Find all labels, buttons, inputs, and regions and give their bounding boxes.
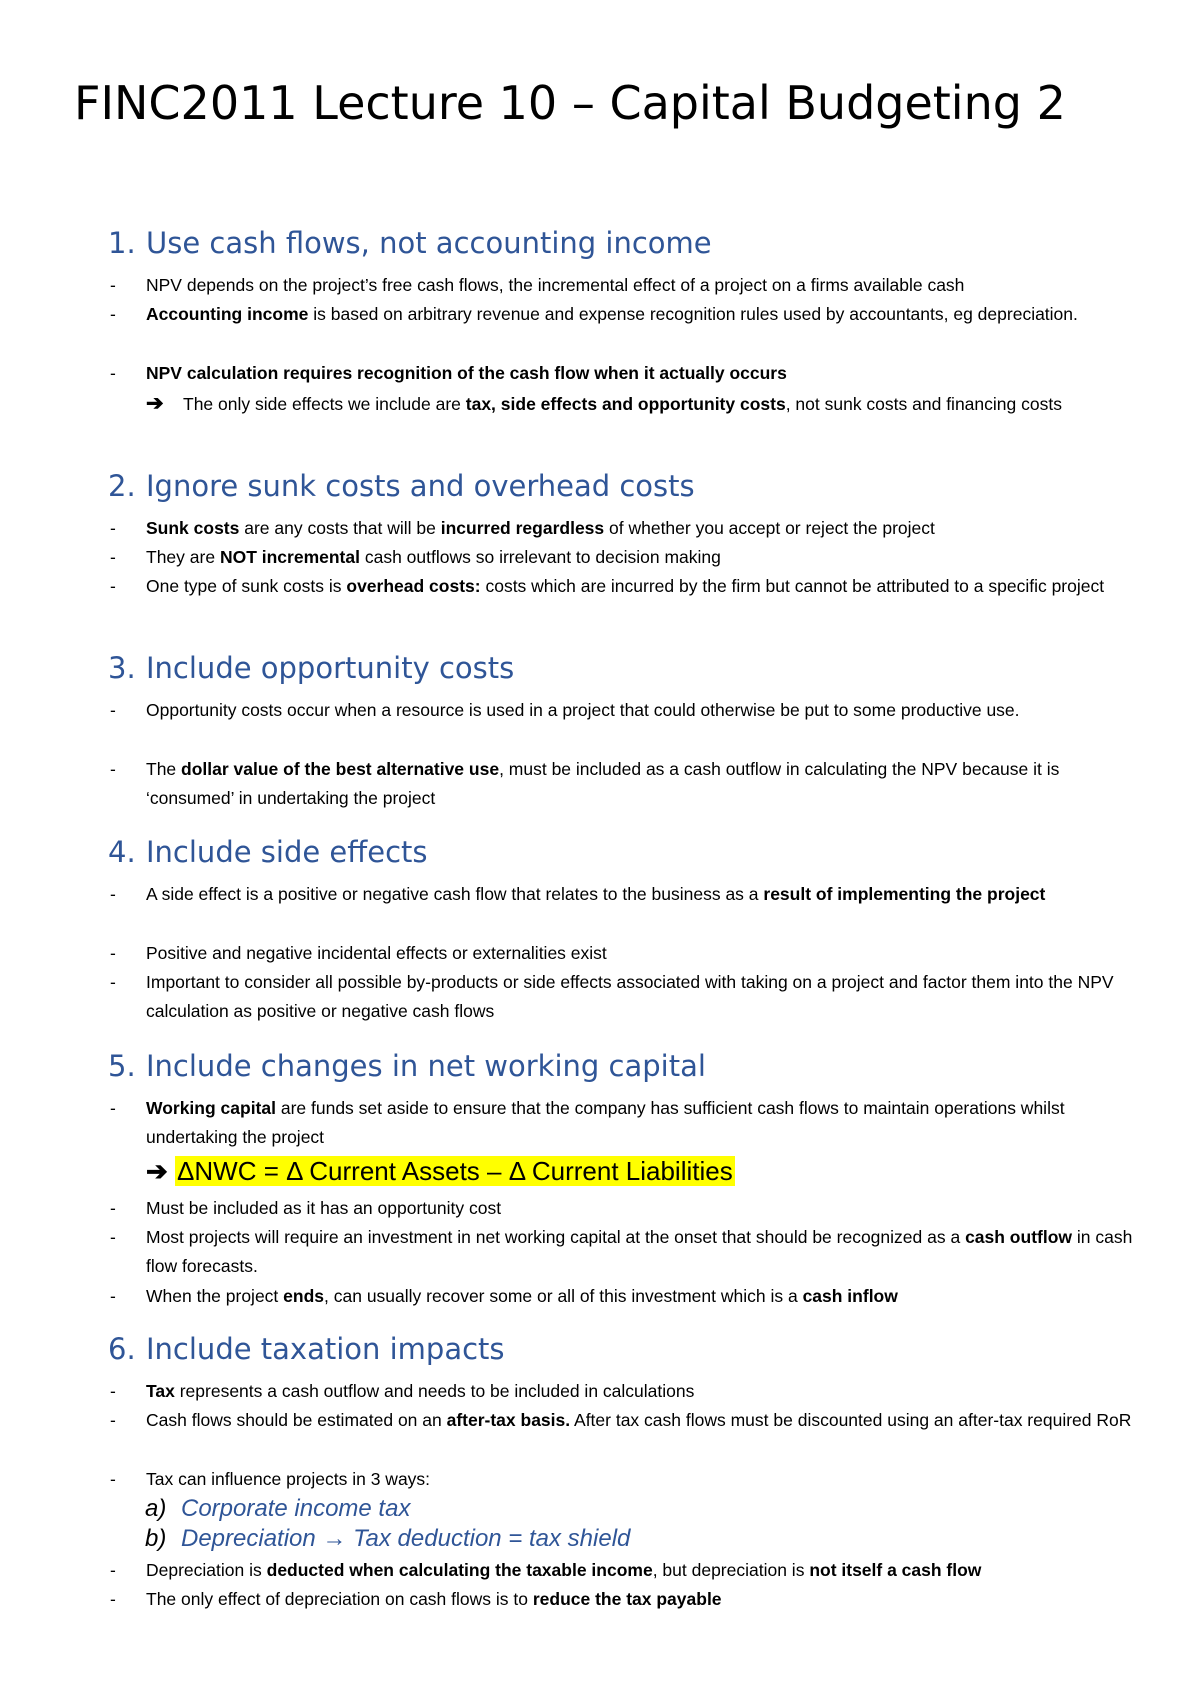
- list-item: [110, 1585, 1140, 1614]
- bullet-text: Positive and negative incidental effects or externalities exist: [146, 943, 607, 963]
- page-title: FINC2011 Lecture 10 – Capital Budgeting 2: [74, 76, 1066, 130]
- section-title: Include opportunity costs: [146, 651, 515, 685]
- bullet-text: Tax represents a cash outflow and needs to be included in calculations: [146, 1381, 695, 1401]
- bullet-dash: -: [110, 1098, 116, 1118]
- list-item: [110, 514, 1140, 543]
- bullet-dash: -: [110, 1469, 116, 1489]
- bullet-text: One type of sunk costs is overhead costs: costs which are incurred by the firm but cannot be attributed to a specific project: [146, 576, 1105, 596]
- bullet-text: A side effect is a positive or negative cash flow that relates to the business as a result of implementing the project: [146, 884, 1046, 904]
- section-number: 3.: [108, 651, 136, 685]
- section-number: 4.: [108, 835, 136, 869]
- bullet-dash: -: [110, 576, 116, 596]
- bullet-dash: -: [110, 518, 116, 538]
- bullet-dash: -: [110, 1198, 116, 1218]
- arrow-note-text: The only side effects we include are tax, side effects and opportunity costs, not sunk costs and financing costs: [183, 394, 1062, 414]
- bullet-text: The dollar value of the best alternative use, must be included as a cash outflow in calculating the NPV because it is ‘consumed’ in undertaking the project: [146, 759, 1060, 808]
- section-heading-2: [108, 468, 695, 504]
- section-title: Include taxation impacts: [146, 1332, 505, 1366]
- sub-list-item: [145, 1494, 410, 1524]
- bullet-text: They are NOT incremental cash outflows so irrelevant to decision making: [146, 547, 721, 567]
- bullet-text: Tax can influence projects in 3 ways:: [146, 1469, 431, 1489]
- section-heading-6: [108, 1331, 505, 1367]
- section-title: Ignore sunk costs and overhead costs: [146, 469, 695, 503]
- list-item: [110, 359, 1140, 388]
- bullet-dash: -: [110, 1381, 116, 1401]
- bullet-dash: -: [110, 700, 116, 720]
- section-number: 6.: [108, 1332, 136, 1366]
- bullet-text: Must be included as it has an opportunity cost: [146, 1198, 502, 1218]
- bullet-dash: -: [110, 363, 116, 383]
- sub-list-item: [145, 1524, 630, 1554]
- section-title: Include side effects: [146, 835, 428, 869]
- bullet-text: Working capital are funds set aside to ensure that the company has sufficient cash flows to maintain operations whilst undertaking the project: [146, 1098, 1065, 1147]
- highlighted-formula: ΔNWC = Δ Current Assets – Δ Current Liabilities: [177, 1156, 733, 1186]
- list-item: [110, 543, 1140, 572]
- section-number: 5.: [108, 1049, 136, 1083]
- list-item: [110, 1556, 1140, 1585]
- bullet-dash: -: [110, 1410, 116, 1430]
- bullet-dash: -: [110, 304, 116, 324]
- section-title: Include changes in net working capital: [146, 1049, 706, 1083]
- section-heading-3: [108, 650, 514, 686]
- bullet-dash: -: [110, 1560, 116, 1580]
- list-item: [110, 1223, 1140, 1281]
- section-number: 1.: [108, 226, 136, 260]
- bullet-text: Cash flows should be estimated on an after-tax basis. After tax cash flows must be discounted using an after-tax required RoR: [146, 1410, 1132, 1430]
- section-title: Use cash flows, not accounting income: [146, 226, 712, 260]
- bullet-text: Most projects will require an investment in net working capital at the onset that should be recognized as a cash outflow in cash flow forecasts.: [146, 1227, 1133, 1276]
- list-item: [110, 1282, 1140, 1311]
- section-number: 2.: [108, 469, 136, 503]
- bullet-text: Important to consider all possible by-products or side effects associated with taking on a project and factor them into the NPV calculation as positive or negative cash flows: [146, 972, 1114, 1021]
- section-heading-5: [108, 1048, 706, 1084]
- bullet-dash: -: [110, 1227, 116, 1247]
- bullet-dash: -: [110, 1589, 116, 1609]
- bullet-text: Depreciation is deducted when calculating the taxable income, but depreciation is not itself a cash flow: [146, 1560, 982, 1580]
- bullet-text: Sunk costs are any costs that will be incurred regardless of whether you accept or reject the project: [146, 518, 935, 538]
- list-item: [110, 1406, 1140, 1435]
- bullet-dash: -: [110, 547, 116, 567]
- list-item: [110, 300, 1140, 329]
- list-item: [110, 968, 1140, 1026]
- list-item: [110, 1465, 1140, 1494]
- arrow-right-icon: ➔: [146, 392, 164, 415]
- list-item: [110, 939, 1140, 968]
- list-item: [110, 696, 1140, 725]
- bullet-text: NPV depends on the project’s free cash flows, the incremental effect of a project on a firms available cash: [146, 275, 965, 295]
- nwc-formula: [146, 1153, 735, 1189]
- bullet-dash: -: [110, 759, 116, 779]
- bullet-text: NPV calculation requires recognition of the cash flow when it actually occurs: [146, 363, 787, 383]
- sub-item-letter: b): [145, 1525, 167, 1552]
- sub-item-text: Corporate income tax: [181, 1495, 411, 1522]
- bullet-dash: -: [110, 884, 116, 904]
- section-heading-4: [108, 834, 428, 870]
- sub-item-letter: a): [145, 1495, 167, 1522]
- bullet-dash: -: [110, 943, 116, 963]
- bullet-text: Opportunity costs occur when a resource is used in a project that could otherwise be put to some productive use.: [146, 700, 1020, 720]
- bullet-dash: -: [110, 275, 116, 295]
- list-item: [110, 1094, 1140, 1152]
- section-heading-1: [108, 225, 712, 261]
- bullet-dash: -: [110, 1286, 116, 1306]
- bullet-text: The only effect of depreciation on cash flows is to reduce the tax payable: [146, 1589, 722, 1609]
- bullet-text: When the project ends, can usually recover some or all of this investment which is a cash inflow: [146, 1286, 898, 1306]
- arrow-right-icon: ➔: [146, 1156, 168, 1186]
- list-item: [110, 572, 1140, 601]
- arrow-note: [146, 389, 1136, 419]
- bullet-dash: -: [110, 972, 116, 992]
- list-item: [110, 755, 1140, 813]
- sub-item-text: Depreciation → Tax deduction = tax shield: [181, 1525, 631, 1552]
- bullet-text: Accounting income is based on arbitrary revenue and expense recognition rules used by accountants, eg depreciation.: [146, 304, 1078, 324]
- list-item: [110, 271, 1140, 300]
- list-item: [110, 880, 1140, 909]
- list-item: [110, 1377, 1140, 1406]
- list-item: [110, 1194, 1140, 1223]
